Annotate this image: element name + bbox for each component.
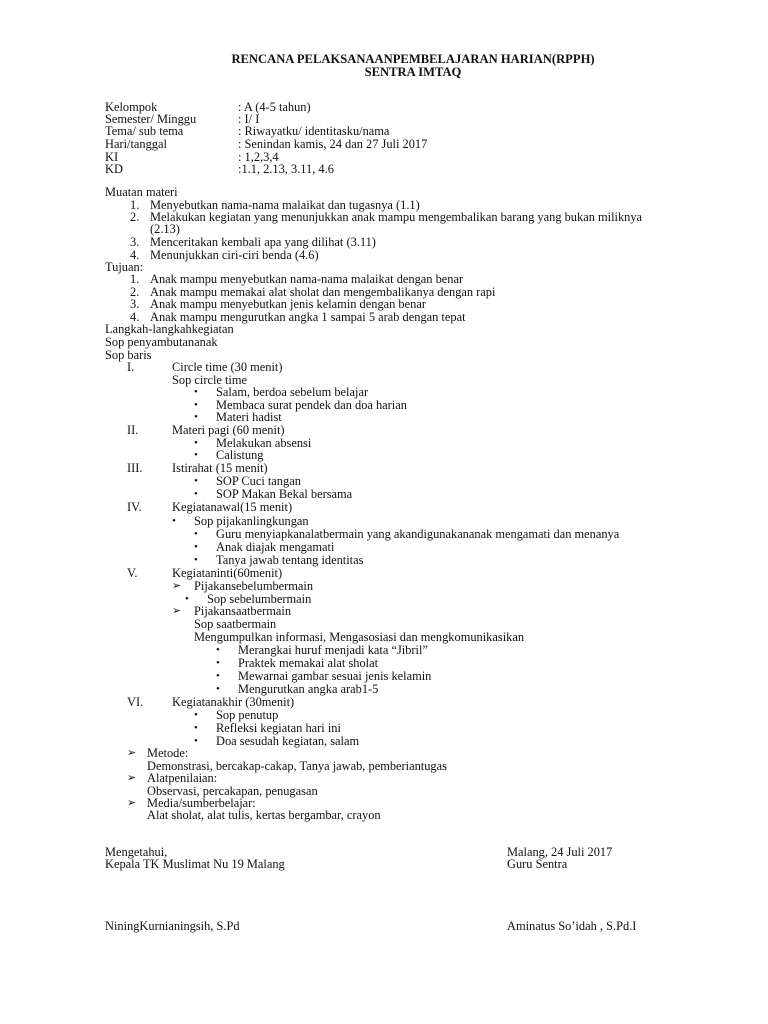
muatan-item: Melakukan kegiatan yang menunjukkan anak mampu mengembalikan barang yang bukan miliknya [150,210,643,224]
muatan-num: 2. [130,210,140,224]
langkah-heading: Langkah-langkahkegiatan [105,322,234,336]
tujuan-num: 1. [130,272,140,286]
info-value-tema: : Riwayatku/ identitasku/nama [238,124,390,138]
step-bullet: • Materi hadist [216,411,282,424]
step-bullet: • Guru menyiapkanalatbermain yang akandigunakananak mengamati dan menanya [216,528,619,541]
tujuan-item: Anak mampu memakai alat sholat dan mengembalikanya dengan rapi [150,285,496,299]
step-title: Circle time (30 menit) [172,360,283,374]
info-label-tema: Tema/ sub tema [105,124,184,138]
signature-right-title: Guru Sentra [507,857,568,871]
document-subtitle: SENTRA IMTAQ [364,65,462,79]
info-label-hari: Hari/tanggal [105,137,167,151]
muatan-item: Menceritakan kembali apa yang dilihat (3.11) [150,235,376,249]
step-bullet: • Refleksi kegiatan hari ini [216,722,341,735]
info-label-kelompok: Kelompok [105,100,158,114]
signature-right-place-date: Malang, 24 Juli 2017 [507,845,613,859]
document-title: RENCANA PELAKSANAANPEMBELAJARAN HARIAN(RPPH) [231,52,595,66]
step-num: III. [127,461,143,475]
tujuan-item: Anak mampu menyebutkan jenis kelamin dengan benar [150,297,426,311]
info-value-hari: : Senindan kamis, 24 dan 27 Juli 2017 [238,137,428,151]
tujuan-item: Anak mampu mengurutkan angka 1 sampai 5 arab dengan tepat [150,310,466,324]
media-label: ➢ Media/sumberbelajar: [147,797,256,810]
muatan-num: 1. [130,198,140,212]
tujuan-num: 3. [130,297,140,311]
signature-left-title: Kepala TK Muslimat Nu 19 Malang [105,857,285,871]
step-sub: Sop circle time [172,373,248,387]
step-bullet: • Mewarnai gambar sesuai jenis kelamin [238,670,431,683]
step-sub: Sop saatbermain [194,617,277,631]
step-bullet: • SOP Makan Bekal bersama [216,488,352,501]
step-title: Kegiataninti(60menit) [172,566,283,580]
step-arrow-item: ➢ Pijakansaatbermain [194,605,291,618]
sop-penyambutan: Sop penyambutananak [105,335,218,349]
step-title: Istirahat (15 menit) [172,461,268,475]
signature-left-name: NiningKurnianingsih, S.Pd [105,919,240,933]
info-value-ki: : 1,2,3,4 [238,150,279,164]
alatpenilaian-label: ➢ Alatpenilaian: [147,772,217,785]
step-arrow-item: ➢ Pijakansebelumbermain [194,580,313,593]
step-bullet: • Anak diajak mengamati [216,541,334,554]
muatan-num: 3. [130,235,140,249]
step-bullet: • Melakukan absensi [216,437,311,450]
step-bullet: • Mengurutkan angka arab1-5 [238,683,378,696]
muatan-heading: Muatan materi [105,185,178,199]
tujuan-num: 4. [130,310,140,324]
step-bullet: • Calistung [216,449,264,462]
info-label-kd: KD [105,162,123,176]
step-sub-bullet: • Sop sebelumbermain [207,593,311,606]
step-bullet: • Sop penutup [216,709,278,722]
step-num: V. [127,566,138,580]
step-desc: Mengumpulkan informasi, Mengasosiasi dan mengkomunikasikan [194,630,525,644]
step-title: Kegiatanawal(15 menit) [172,500,293,514]
info-label-ki: KI [105,150,119,164]
step-bullet: • Membaca surat pendek dan doa harian [216,399,407,412]
info-value-kd: :1.1, 2.13, 3.11, 4.6 [238,162,334,176]
muatan-num: 4. [130,248,140,262]
info-value-kelompok: : A (4-5 tahun) [238,100,311,114]
step-bullet: • SOP Cuci tangan [216,475,301,488]
tujuan-heading: Tujuan: [105,260,144,274]
info-label-semester: Semester/ Minggu [105,112,197,126]
step-num: II. [127,423,139,437]
metode-value: Demonstrasi, bercakap-cakap, Tanya jawab, pemberiantugas [147,759,447,773]
step-num: I. [127,360,135,374]
muatan-item: Menyebutkan nama-nama malaikat dan tugasnya (1.1) [150,198,420,212]
step-num: IV. [127,500,142,514]
muatan-item-cont: (2.13) [150,222,180,236]
step-bullet: • Tanya jawab tentang identitas [216,554,363,567]
step-title: Materi pagi (60 menit) [172,423,285,437]
tujuan-item: Anak mampu menyebutkan nama-nama malaikat dengan benar [150,272,464,286]
muatan-item: Menunjukkan ciri-ciri benda (4.6) [150,248,319,262]
step-bullet: • Merangkai huruf menjadi kata “Jibril” [238,644,428,657]
signature-right-name: Aminatus So’idah , S.Pd.I [507,919,637,933]
signature-left-greeting: Mengetahui, [105,845,168,859]
info-value-semester: : I/ I [238,112,260,126]
alatpenilaian-value: Observasi, percakapan, penugasan [147,784,318,798]
step-num: VI. [127,695,144,709]
media-value: Alat sholat, alat tulis, kertas bergambar, crayon [147,808,381,822]
step-bullet: • Salam, berdoa sebelum belajar [216,386,368,399]
tujuan-num: 2. [130,285,140,299]
sop-baris: Sop baris [105,348,152,362]
step-sub-bullet: • Sop pijakanlingkungan [194,515,309,528]
step-bullet: • Praktek memakai alat sholat [238,657,378,670]
metode-label: ➢ Metode: [147,747,188,760]
step-bullet: • Doa sesudah kegiatan, salam [216,735,359,748]
step-title: Kegiatanakhir (30menit) [172,695,295,709]
